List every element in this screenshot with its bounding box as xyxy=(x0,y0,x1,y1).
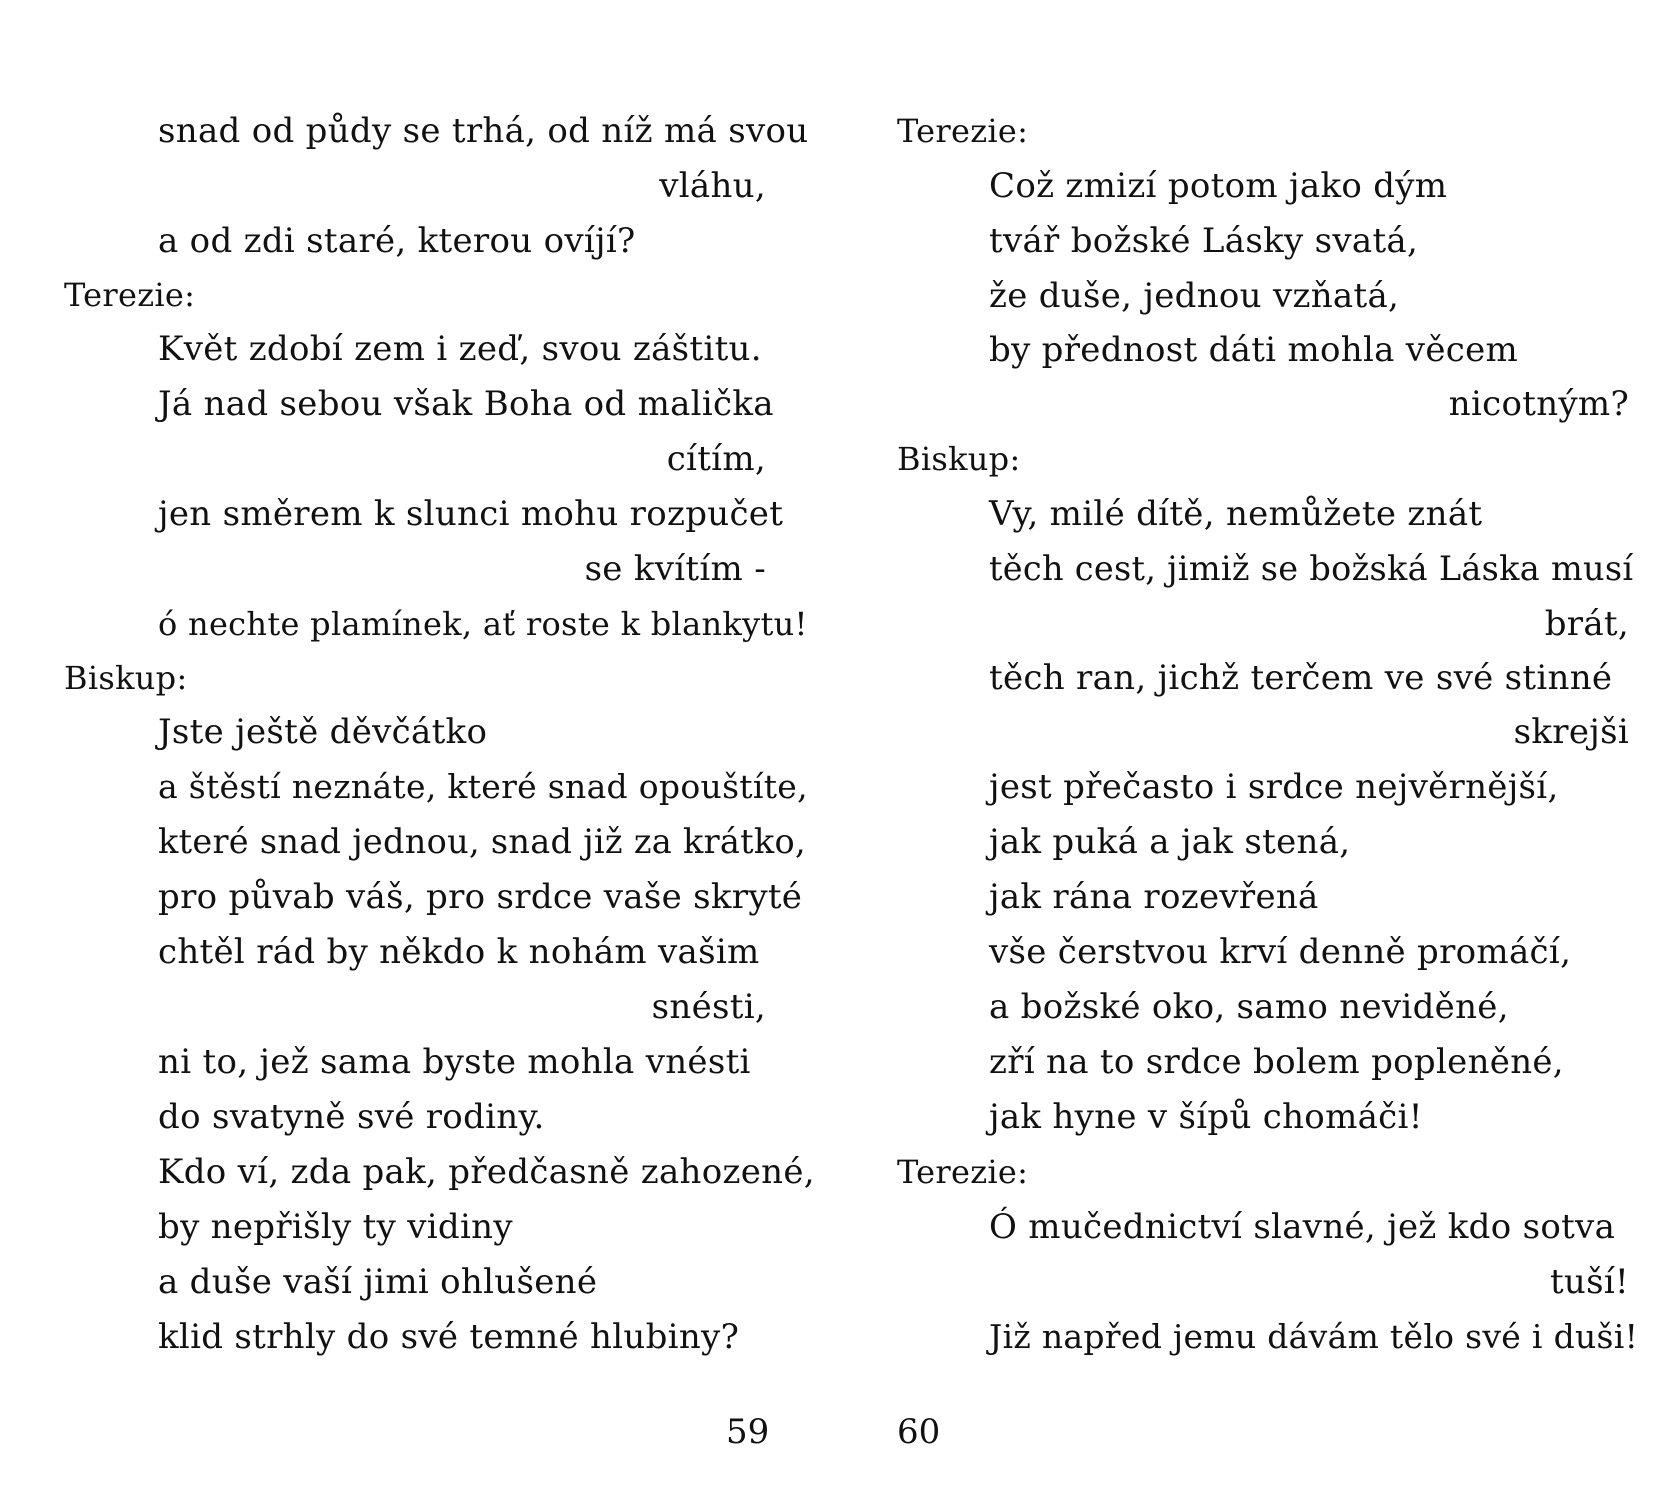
verse-line: těch cest, jimiž se božská Láska musí xyxy=(989,549,1634,588)
verse-line: Ó mučednictví slavné, jež kdo sotva xyxy=(989,1207,1616,1247)
verse-line: Jste ještě děvčátko xyxy=(158,712,488,752)
verse-line: chtěl rád by někdo k nohám vašim xyxy=(158,932,760,972)
verse-line: tvář božské Lásky svatá, xyxy=(989,221,1419,261)
verse-line-continuation: se kvítím - xyxy=(584,549,766,589)
verse-line: jest přečasto i srdce nejvěrnější, xyxy=(989,767,1559,807)
right-page xyxy=(827,0,1654,1500)
verse-line-continuation: brát, xyxy=(1544,604,1629,644)
speaker-label: Biskup: xyxy=(897,440,1021,478)
verse-line: snad od půdy se trhá, od níž má svou xyxy=(158,111,809,151)
verse-line: Já nad sebou však Boha od malička xyxy=(158,384,774,424)
verse-line-continuation: tuší! xyxy=(1549,1262,1629,1302)
verse-line: Kdo ví, zda pak, předčasně zahozené, xyxy=(158,1152,815,1192)
verse-line: těch ran, jichž terčem ve své stinné xyxy=(989,658,1613,698)
verse-line: pro půvab váš, pro srdce vaše skryté xyxy=(158,877,803,917)
verse-line: vše čerstvou krví denně promáčí, xyxy=(989,932,1572,972)
verse-line: jak puká a jak stená, xyxy=(989,822,1351,862)
verse-line: ni to, jež sama byste mohla vnésti xyxy=(158,1042,751,1082)
verse-line: jak rána rozevřená xyxy=(989,877,1319,917)
page-number: 60 xyxy=(897,1412,941,1452)
verse-line: jen směrem k slunci mohu rozpučet xyxy=(158,494,784,534)
verse-line: zří na to srdce bolem popleněné, xyxy=(989,1042,1564,1082)
verse-line: že duše, jednou vzňatá, xyxy=(989,276,1400,316)
verse-line: a štěstí neznáte, které snad opouštíte, xyxy=(158,767,808,806)
verse-line-continuation: nicotným? xyxy=(1448,384,1629,424)
speaker-label: Terezie: xyxy=(64,276,196,314)
verse-line: Květ zdobí zem i zeď, svou záštitu. xyxy=(158,329,762,369)
verse-line: jak hyne v šípů chomáči! xyxy=(989,1097,1423,1137)
speaker-label: Biskup: xyxy=(64,659,188,697)
verse-line-continuation: snésti, xyxy=(651,987,766,1027)
verse-line: by nepřišly ty vidiny xyxy=(158,1207,513,1247)
speaker-label: Terezie: xyxy=(897,1153,1029,1191)
verse-line-continuation: cítím, xyxy=(666,439,766,479)
verse-line: do svatyně své rodiny. xyxy=(158,1097,545,1137)
verse-line-continuation: vláhu, xyxy=(659,166,766,206)
page-number: 59 xyxy=(726,1412,770,1452)
verse-line: a duše vaší jimi ohlušené xyxy=(158,1262,598,1302)
verse-line: které snad jednou, snad již za krátko, xyxy=(158,822,806,861)
verse-line: ó nechte plamínek, ať roste k blankytu! xyxy=(158,605,808,643)
speaker-label: Terezie: xyxy=(897,112,1029,150)
verse-line: a od zdi staré, kterou ovíjí? xyxy=(158,221,636,261)
verse-line-continuation: skrejši xyxy=(1513,712,1629,752)
verse-line: Což zmizí potom jako dým xyxy=(989,166,1448,206)
verse-line: a božské oko, samo neviděné, xyxy=(989,987,1509,1027)
verse-line: Vy, milé dítě, nemůžete znát xyxy=(989,494,1483,534)
verse-line: klid strhly do své temné hlubiny? xyxy=(158,1317,740,1357)
verse-line: by přednost dáti mohla věcem xyxy=(989,330,1519,370)
verse-line: Již napřed jemu dávám tělo své i duši! xyxy=(989,1317,1639,1356)
